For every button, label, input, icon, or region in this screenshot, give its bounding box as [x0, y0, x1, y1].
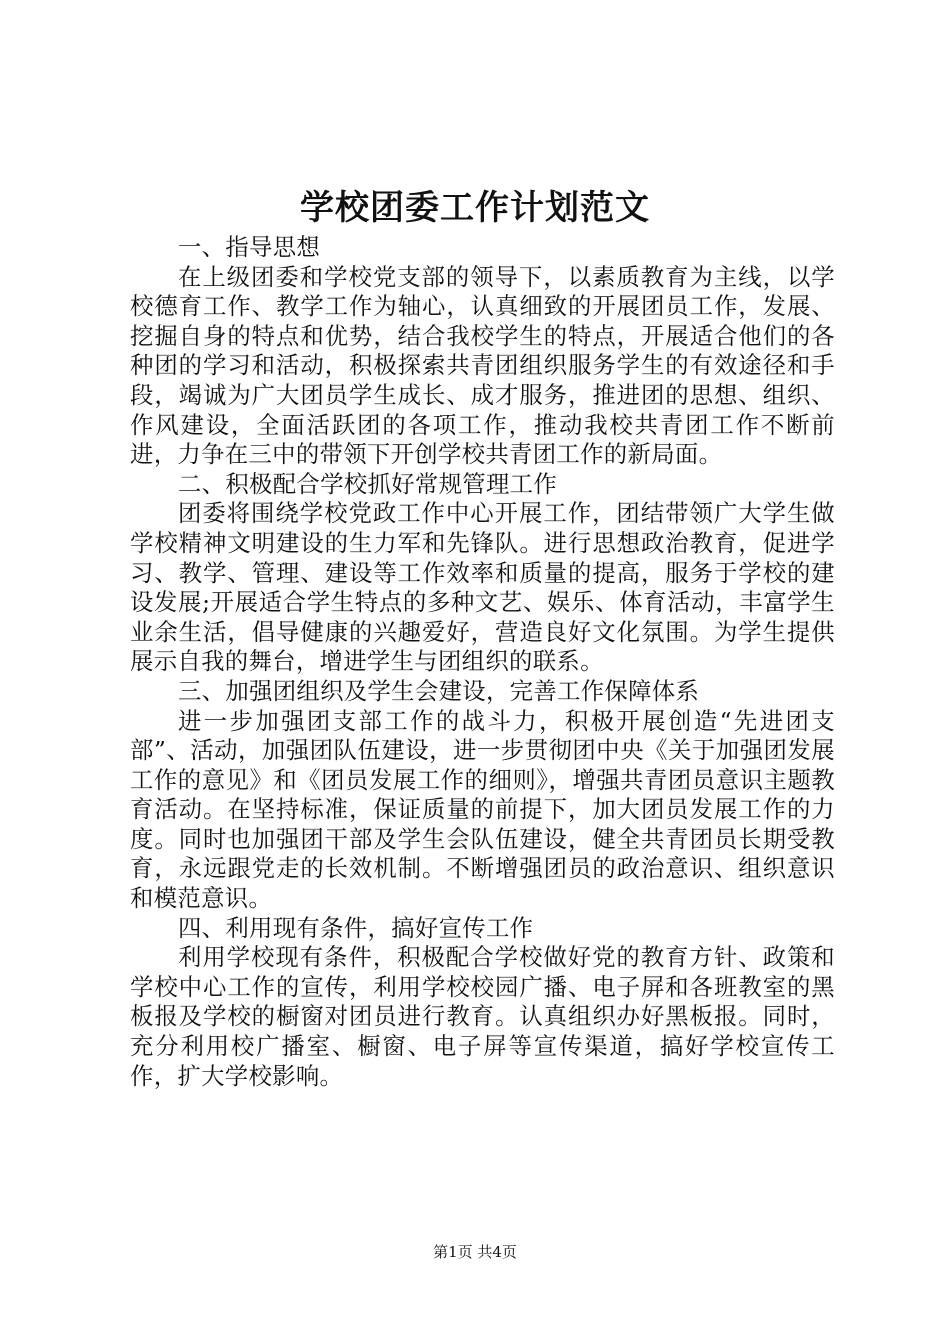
section-heading-3: 三、加强团组织及学生会建设，完善工作保障体系 [177, 676, 700, 705]
document-body [130, 233, 835, 1091]
section-paragraph-4: 利用学校现有条件，积极配合学校做好党的教育方针、政策和学校中心工作的宣传，利用学校校园广播、电子屏和各班教室的黑板报及学校的橱窗对团员进行教育。认真组织办好黑板报。同时，充分利用校广播室、橱窗、电子屏等宣传渠道，搞好学校宣传工作，扩大学校影响。 [130, 943, 835, 1090]
section-paragraph-2: 团委将围绕学校党政工作中心开展工作，团结带领广大学生做学校精神文明建设的生力军和先锋队。进行思想政治教育，促进学习、教学、管理、建设等工作效率和质量的提高，服务于学校的建设发展;开展适合学生特点的多种文艺、娱乐、体育活动，丰富学生业余生活，倡导健康的兴趣爱好，营造良好文化氛围。为学生提供展示自我的舞台，增进学生与团组织的联系。 [130, 499, 835, 676]
section-heading-1: 一、指导思想 [177, 233, 321, 261]
document-title: 学校团委工作计划范文 [300, 188, 650, 228]
section-paragraph-3: 进一步加强团支部工作的战斗力，积极开展创造“先进团支部”、活动，加强团队伍建设，进一步贯彻团中央《关于加强团发展工作的意见》和《团员发展工作的细则》，增强共青团员意识主题教育活动。在坚持标准，保证质量的前提下，加大团员发展工作的力度。同时也加强团干部及学生会队伍建设，健全共青团员长期受教育，永远跟党走的长效机制。不断增强团员的政治意识、组织意识和模范意识。 [130, 706, 835, 913]
page-number-footer: 第1页 共4页 [433, 1243, 517, 1261]
section-heading-4: 四、利用现有条件，搞好宣传工作 [177, 913, 534, 942]
section-paragraph-1: 在上级团委和学校党支部的领导下，以素质教育为主线，以学校德育工作、教学工作为轴心，认真细致的开展团员工作，发展、挖掘自身的特点和优势，结合我校学生的特点，开展适合他们的各种团的学习和活动，积极探索共青团组织服务学生的有效途径和手段，竭诚为广大团员学生成长、成才服务，推进团的思想、组织、作风建设，全面活跃团的各项工作，推动我校共青团工作不断前进，力争在三中的带领下开创学校共青团工作的新局面。 [130, 262, 835, 469]
section-heading-2: 二、积极配合学校抓好常规管理工作 [177, 469, 558, 498]
